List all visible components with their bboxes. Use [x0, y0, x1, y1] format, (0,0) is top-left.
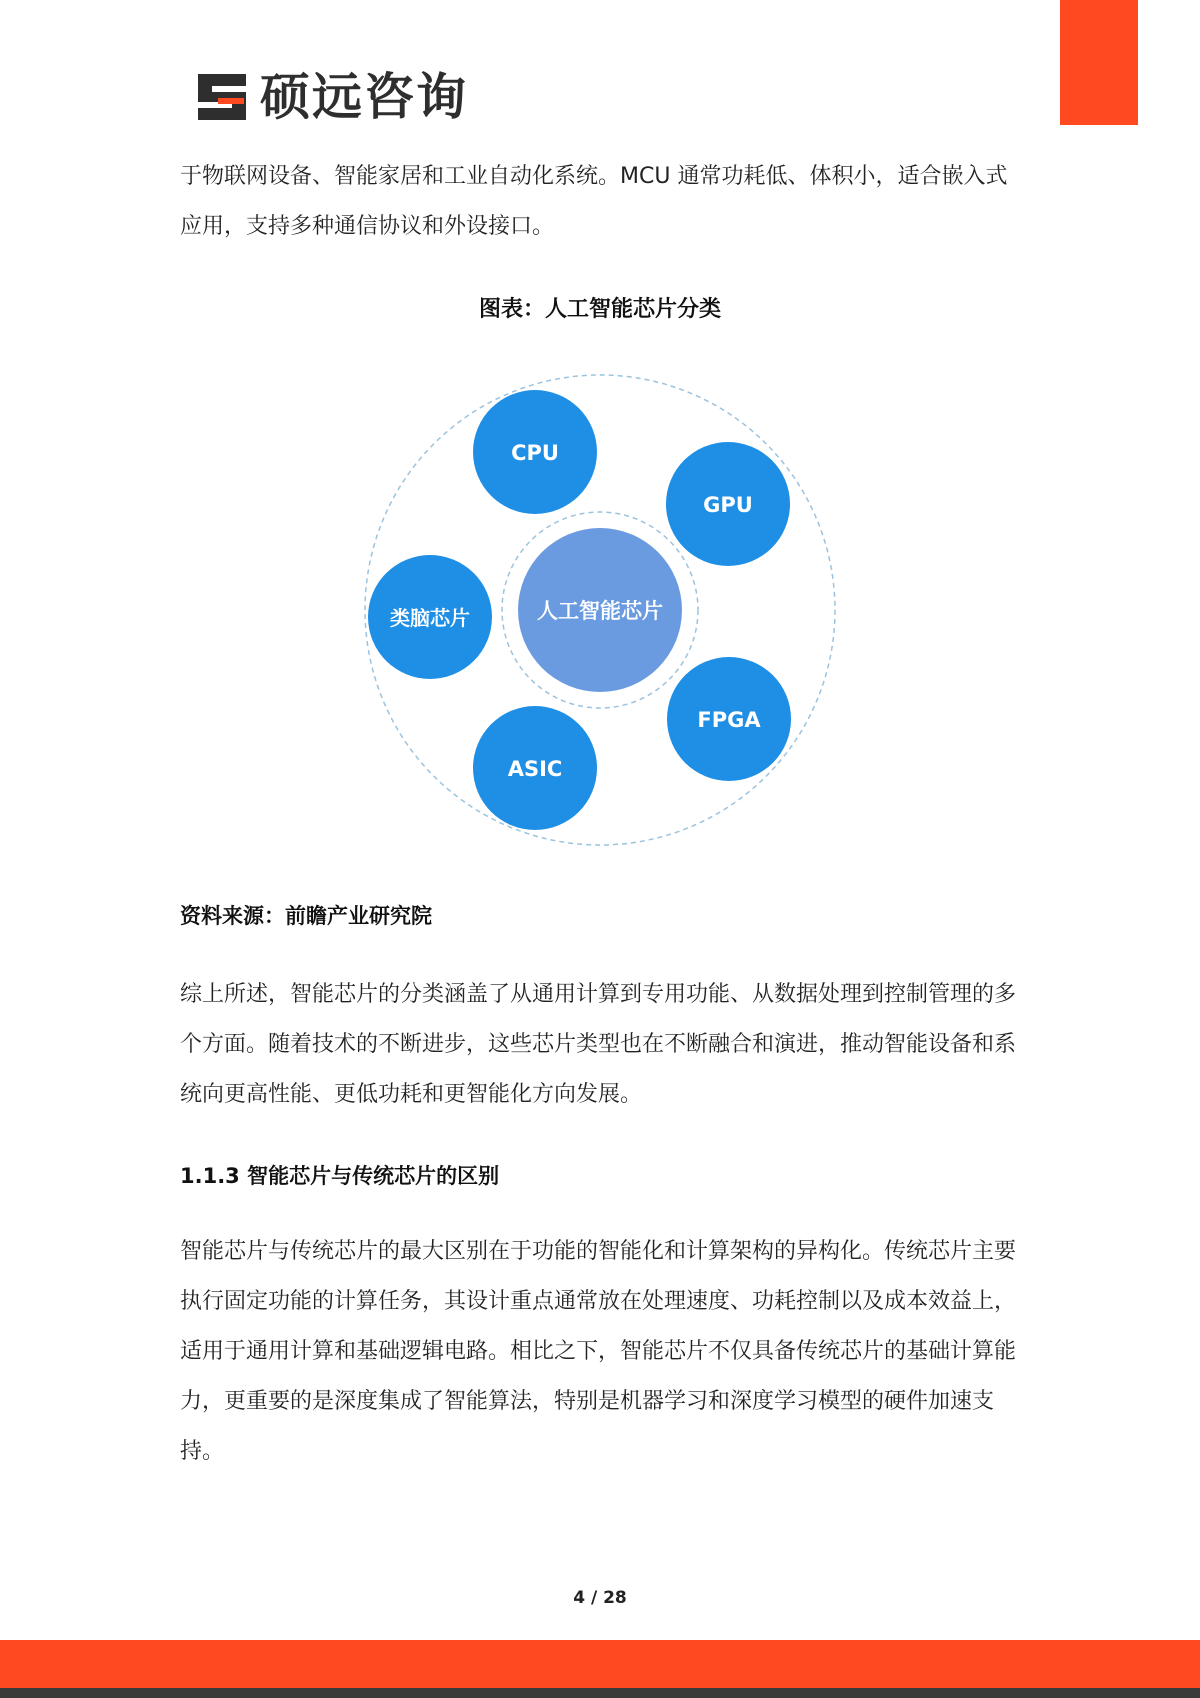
footer-bottom-strip [0, 1688, 1200, 1698]
paragraph-summary: 综上所述，智能芯片的分类涵盖了从通用计算到专用功能、从数据处理到控制管理的多个方面。随着技术的不断进步，这些芯片类型也在不断融合和演进，推动智能设备和系统向更高性能、更低功耗和更智能化方向发展。 [180, 982, 1017, 1107]
figure-source: 资料来源：前瞻产业研究院 [180, 904, 432, 928]
node-gpu-label: GPU [703, 493, 753, 517]
chip-classification-diagram [350, 365, 850, 855]
section-heading: 1.1.3 智能芯片与传统芯片的区别 [180, 1164, 500, 1188]
brand-name: 硕远咨询 [260, 68, 468, 126]
node-brain-chip-label: 类脑芯片 [390, 606, 470, 630]
node-asic-label: ASIC [507, 757, 563, 781]
page-number: 4 / 28 [573, 1588, 627, 1608]
paragraph-difference: 智能芯片与传统芯片的最大区别在于功能的智能化和计算架构的异构化。传统芯片主要执行固定功能的计算任务，其设计重点通常放在处理速度、功耗控制以及成本效益上，适用于通用计算和基础逻辑电路。相比之下，智能芯片不仅具备传统芯片的基础计算能力，更重要的是深度集成了智能算法，特别是机器学习和深度学习模型的硬件加速支持。 [180, 1239, 1017, 1464]
footer-accent-bar [0, 1640, 1200, 1688]
figure-caption: 图表：人工智能芯片分类 [478, 297, 721, 322]
brand-logo [194, 68, 468, 126]
node-cpu-label: CPU [511, 441, 559, 465]
paragraph-intro: 于物联网设备、智能家居和工业自动化系统。MCU 通常功耗低、体积小，适合嵌入式应用，支持多种通信协议和外设接口。 [180, 164, 1008, 239]
corner-accent-block [1060, 0, 1138, 125]
center-node-label: 人工智能芯片 [537, 599, 663, 623]
brand-logo-icon [194, 68, 252, 126]
node-fpga-label: FPGA [697, 708, 761, 732]
